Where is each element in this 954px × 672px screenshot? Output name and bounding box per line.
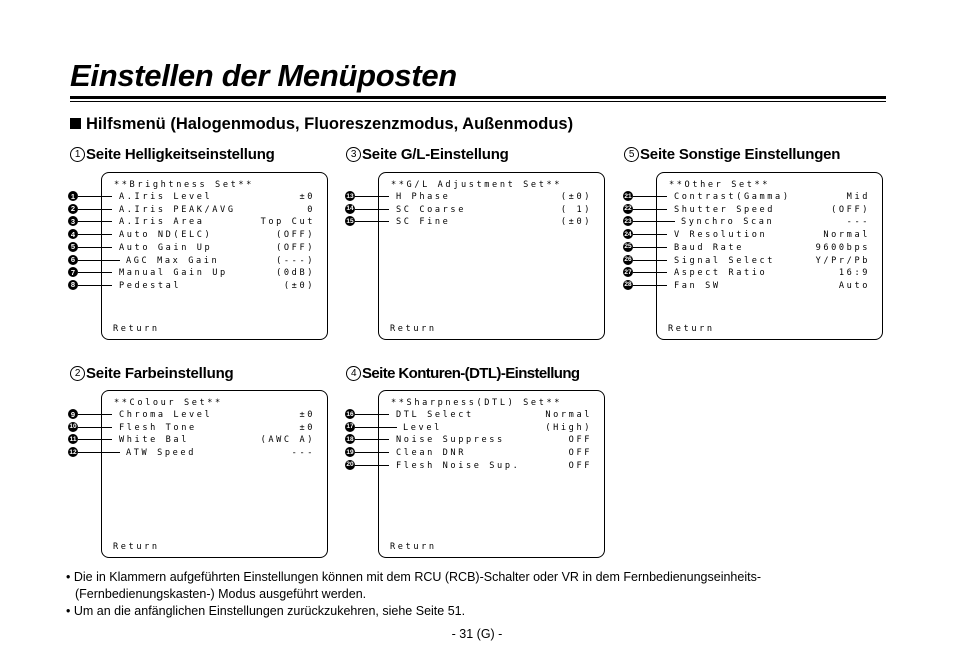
menu-row-label: A.Iris Area [119,217,205,228]
menu-return: Return [390,324,437,334]
menu-row-value: 9600bps [815,242,870,253]
callout-leader-line [78,209,112,210]
menu-header: **G/L Adjustment Set** [391,180,563,190]
section-heading-brightness: 1 Seite Helligkeitseinstellung [70,146,275,164]
menu-row-label: Level [403,422,442,433]
callout-marker: 6 [68,255,78,265]
menu-header: **Sharpness(DTL) Set** [391,398,563,408]
menu-return: Return [390,542,437,552]
callout-leader-line [633,234,667,235]
callout-marker: 5 [68,242,78,252]
callout-leader-line [355,452,389,453]
menu-row-value: (OFF) [276,230,315,241]
menu-row-label: Contrast(Gamma) [674,192,791,202]
section-heading-sharpness: 4 Seite Konturen-(DTL)-Einstellung [346,365,579,383]
menu-row-value: Normal [545,410,592,420]
callout-marker: 14 [346,205,354,213]
menu-row-value: (±0) [560,217,592,228]
menu-row-value: --- [846,217,870,228]
menu-row-label: AGC Max Gain [126,255,220,266]
note-1-line-1: • Die in Klammern aufgeführten Einstellungen können mit dem RCU (RCB)-Schalter oder VR in dem Fernbedienungseinheits- [66,570,761,584]
menu-row-value: ±0 [299,422,315,433]
menu-header: **Brightness Set** [114,180,254,190]
menu-row-value: Mid [846,192,870,202]
menu-row-value: (±0) [560,192,592,202]
menu-return: Return [113,542,160,552]
callout-marker: 18 [346,435,354,443]
callout-marker: 1 [68,191,78,201]
menu-row-label: Synchro Scan [681,217,775,228]
subtitle-text: Hilfsmenü (Halogenmodus, Fluoreszenzmodus, Außenmodus) [86,115,574,133]
callout-marker: 19 [346,448,354,456]
callout-marker: 16 [346,410,354,418]
callout-leader-line [78,285,112,286]
callout-marker: 10 [69,423,77,431]
menu-panel-brightness [101,172,328,340]
title-rule-thin [70,101,886,102]
menu-row-value: OFF [568,448,592,459]
callout-leader-line [78,221,112,222]
menu-row-label: Aspect Ratio [674,268,768,279]
menu-panel-other [656,172,883,340]
menu-row-value: (AWC A) [260,435,315,446]
menu-row-label: DTL Select [396,410,474,420]
menu-row-label: Manual Gain Up [119,268,228,279]
callout-leader-line [78,427,112,428]
menu-row-label: Flesh Tone [119,422,197,433]
menu-row-label: A.Iris PEAK/AVG [119,204,236,215]
callout-leader-line [78,414,112,415]
callout-marker: 9 [68,409,78,419]
circled-number-icon: 5 [624,147,639,162]
callout-leader-line [633,285,667,286]
callout-leader-line [355,414,389,415]
callout-leader-line [78,272,112,273]
menu-row-value: (0dB) [276,268,315,279]
callout-leader-line [355,427,397,428]
menu-row-label: H Phase [396,192,451,202]
callout-marker: 21 [624,192,632,200]
callout-leader-line [633,260,667,261]
menu-row-value: (---) [276,255,315,266]
menu-row-label: SC Fine [396,217,451,228]
menu-row-value: OFF [568,460,592,471]
menu-header: **Colour Set** [114,398,223,408]
menu-row-value: Auto [838,280,870,291]
callout-leader-line [633,247,667,248]
menu-row-label: Chroma Level [119,410,213,420]
callout-leader-line [355,439,389,440]
title-rule-thick [70,96,886,99]
menu-row-label: Auto ND(ELC) [119,230,213,241]
callout-marker: 4 [68,229,78,239]
callout-leader-line [355,465,389,466]
callout-leader-line [78,260,120,261]
menu-row-label: Shutter Speed [674,204,776,215]
callout-marker: 22 [624,205,632,213]
menu-return: Return [113,324,160,334]
callout-leader-line [633,209,667,210]
circled-number-icon: 4 [346,366,361,381]
callout-marker: 28 [624,281,632,289]
menu-row-value: ±0 [299,410,315,420]
circled-number-icon: 2 [70,366,85,381]
callout-marker: 17 [346,423,354,431]
menu-row-value: (OFF) [276,242,315,253]
menu-row-label: ATW Speed [126,448,196,459]
menu-header: **Other Set** [669,180,771,190]
circled-number-icon: 3 [346,147,361,162]
menu-row-label: White Bal [119,435,189,446]
page-title: Einstellen der Menüposten [70,58,457,93]
menu-return: Return [668,324,715,334]
callout-marker: 3 [68,216,78,226]
callout-marker: 2 [68,204,78,214]
callout-leader-line [633,196,667,197]
menu-row-label: Noise Suppress [396,435,505,446]
callout-marker: 20 [346,461,354,469]
square-bullet-icon [70,118,81,129]
menu-row-value: (OFF) [831,204,870,215]
menu-row-label: Baud Rate [674,242,744,253]
callout-marker: 7 [68,267,78,277]
menu-row-value: (High) [545,422,592,433]
menu-row-value: Top Cut [260,217,315,228]
circled-number-icon: 1 [70,147,85,162]
callout-leader-line [355,209,389,210]
callout-marker: 27 [624,268,632,276]
menu-row-label: A.Iris Level [119,192,213,202]
menu-panel-sharpness [378,390,605,558]
menu-row-label: V Resolution [674,230,768,241]
callout-leader-line [633,221,675,222]
callout-leader-line [78,196,112,197]
page-number: - 31 (G) - [451,627,503,641]
menu-row-value: 0 [307,204,315,215]
callout-marker: 23 [624,217,632,225]
callout-leader-line [355,196,389,197]
section-heading-gl: 3 Seite G/L-Einstellung [346,146,509,164]
callout-marker: 15 [346,217,354,225]
callout-marker: 11 [69,435,77,443]
menu-row-value: ( 1) [560,204,592,215]
callout-marker: 8 [68,280,78,290]
menu-row-value: 16:9 [838,268,870,279]
menu-row-label: Clean DNR [396,448,466,459]
menu-row-label: Pedestal [119,280,182,291]
callout-marker: 12 [69,448,77,456]
callout-marker: 25 [624,243,632,251]
menu-row-label: Auto Gain Up [119,242,213,253]
menu-row-value: OFF [568,435,592,446]
menu-panel-gl [378,172,605,340]
menu-row-label: Signal Select [674,255,776,266]
callout-leader-line [78,247,112,248]
menu-row-label: Flesh Noise Sup. [396,460,521,471]
callout-marker: 13 [346,192,354,200]
menu-row-label: SC Coarse [396,204,466,215]
menu-row-value: Y/Pr/Pb [815,255,870,266]
callout-leader-line [78,439,112,440]
callout-leader-line [78,452,120,453]
note-2: • Um an die anfänglichen Einstellungen zurückzukehren, siehe Seite 51. [66,604,466,618]
section-subtitle [70,115,573,134]
callout-leader-line [355,221,389,222]
footnotes [66,569,896,620]
section-heading-colour: 2 Seite Farbeinstellung [70,365,234,383]
menu-row-value: ±0 [299,192,315,202]
callout-marker: 26 [624,256,632,263]
menu-row-value: Normal [823,230,870,241]
menu-row-value: --- [291,448,315,459]
callout-leader-line [78,234,112,235]
callout-leader-line [633,272,667,273]
menu-panel-colour [101,390,328,558]
note-1-line-2: (Fernbedienungskasten-) Modus ausgeführt werden. [75,587,367,601]
menu-row-label: Fan SW [674,280,721,291]
menu-row-value: (±0) [283,280,315,291]
callout-marker: 24 [624,230,632,238]
section-heading-other: 5 Seite Sonstige Einstellungen [624,146,840,164]
